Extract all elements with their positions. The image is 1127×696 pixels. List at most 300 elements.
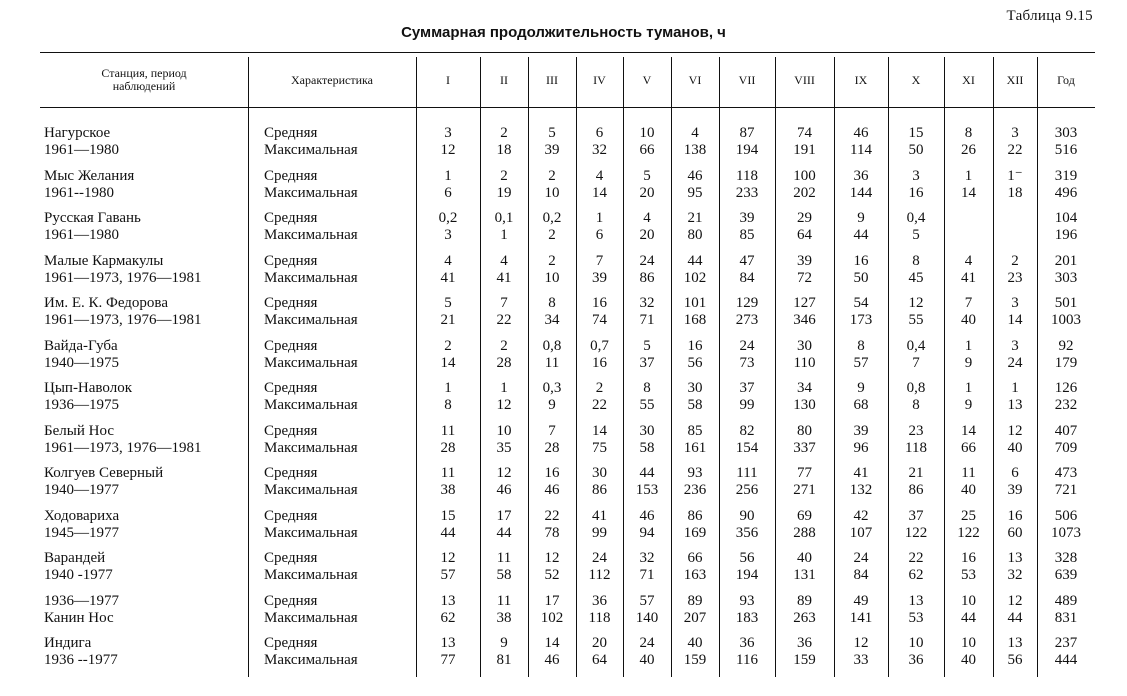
max-value: 1073 [1051,524,1081,541]
max-value: 102 [540,609,564,626]
mean-value: 74 [797,125,812,141]
mean-value: 16 [1007,507,1023,524]
max-value: 40 [961,652,976,668]
mean-value: 34 [797,380,812,396]
mean-value: 2 [444,337,452,354]
max-value: 37 [639,354,655,371]
mean-value: 129 [735,295,759,311]
month-value-cell [993,380,1037,422]
mean-value: 8 [857,337,865,354]
max-value: 39 [1007,482,1023,498]
month-value-cell [775,338,834,380]
max-value: 194 [735,142,759,158]
mean-value: 100 [793,167,816,184]
month-value-cell [528,465,576,507]
month-value-cell [416,593,480,635]
month-value-cell [719,168,775,210]
month-value-cell [993,550,1037,592]
max-value: 73 [739,354,755,371]
mean-value: 85 [687,422,703,439]
mean-value: 126 [1054,380,1078,396]
month-value-cell [480,508,528,550]
month-value-cell [944,508,993,550]
max-value: 233 [735,184,759,201]
table-row [40,593,1095,635]
max-value: 81 [496,652,512,668]
mean-value: 12 [908,295,924,311]
month-value-cell [623,550,671,592]
header-station: Станция, период наблюдений [101,66,187,93]
max-value: 18 [496,142,512,158]
month-value-cell [944,210,993,252]
max-value: 141 [849,609,873,626]
mean-value: 66 [687,550,703,566]
year-value-cell [1037,423,1095,465]
month-value-cell [834,125,888,167]
max-value: 144 [849,184,873,201]
mean-value: 30 [592,465,607,481]
max-value: 57 [440,567,456,583]
mean-value: 57 [639,592,655,609]
month-value-cell [888,168,944,210]
month-value-cell [719,508,775,550]
month-value-cell [775,423,834,465]
max-value: 8 [444,397,452,413]
month-value-cell [944,593,993,635]
month-value-cell [719,635,775,677]
header-month: XII [1006,72,1024,87]
max-value: 516 [1054,142,1078,158]
mean-value: 39 [853,422,869,439]
max-value: 356 [735,524,759,541]
header-month: IX [854,72,868,87]
month-value-cell [671,168,719,210]
mean-value: 40 [687,635,703,651]
mean-value: 5 [444,295,452,311]
month-value-cell [944,125,993,167]
mean-value [993,210,1037,227]
max-value: 110 [793,354,816,371]
month-value-cell [834,423,888,465]
mean-value: 1 [964,167,973,184]
month-value-cell [944,338,993,380]
mean-value: 8 [964,125,973,141]
max-value: 11 [544,354,560,371]
max-value: 46 [544,482,560,498]
month-value-cell [888,423,944,465]
month-value-cell [416,253,480,295]
month-value-cell [834,338,888,380]
mean-value: 328 [1054,550,1078,566]
month-value-cell [576,635,623,677]
station-period: 1961—1973, 1976—1981 [44,439,202,456]
mean-value: 17 [496,507,512,524]
mean-value: 9 [857,380,865,396]
max-value: 50 [853,269,869,286]
mean-value: 86 [687,507,703,524]
header-month: IV [593,72,606,87]
month-value-cell [993,168,1037,210]
max-value: 35 [496,439,512,456]
max-value: 173 [849,312,873,328]
mean-value: 2 [500,337,508,354]
mean-value: 40 [797,550,812,566]
month-value-cell [480,125,528,167]
month-value-cell [623,465,671,507]
max-value: 13 [1007,397,1023,413]
mean-value: 69 [797,507,812,524]
month-value-cell [888,465,944,507]
mean-value: 17 [544,592,560,609]
mean-value: 36 [797,635,812,651]
month-value-cell [834,635,888,677]
characteristic-cell [264,338,414,380]
month-value-cell [671,635,719,677]
max-value: 116 [736,652,758,668]
max-value: 38 [440,482,456,498]
max-value: 183 [735,609,759,626]
max-value: 19 [496,184,512,201]
station-cell [44,168,244,210]
max-value: 28 [496,354,512,371]
mean-value: 36 [739,635,755,651]
year-value-cell [1037,210,1095,252]
month-value-cell [888,593,944,635]
mean-value: 30 [687,380,703,396]
max-value: 66 [639,142,655,158]
month-value-cell [623,295,671,337]
mean-value: 36 [592,592,607,609]
mean-value: 9 [500,635,508,651]
month-value-cell [623,380,671,422]
max-value: 12 [440,142,456,158]
max-value: 14 [961,184,976,201]
max-value: 44 [961,609,976,626]
max-value: 71 [639,312,655,328]
month-value-cell [888,295,944,337]
month-value-cell [528,210,576,252]
month-value-cell [888,253,944,295]
max-value: 32 [1007,567,1023,583]
max-value: 53 [908,609,924,626]
month-value-cell [671,465,719,507]
max-value: 50 [908,142,924,158]
max-value: 271 [793,482,816,498]
mean-value: 32 [639,550,655,566]
table-row [40,508,1095,550]
max-value: 71 [639,567,655,583]
header-month: VIII [794,72,815,87]
month-value-cell [528,593,576,635]
characteristic-mean: Средняя [264,380,318,396]
characteristic-max: Максимальная [264,397,358,413]
station-period: 1936—1975 [44,397,119,413]
month-value-cell [528,635,576,677]
characteristic-max: Максимальная [264,142,358,158]
max-value: 56 [687,354,703,371]
mean-value: 10 [961,592,976,609]
month-value-cell [576,508,623,550]
mean-value: 13 [1007,635,1023,651]
header-month: X [911,72,921,87]
month-value-cell [719,423,775,465]
max-value: 34 [544,312,560,328]
max-value: 40 [961,482,976,498]
mean-value: 319 [1054,167,1078,184]
characteristic-cell [264,465,414,507]
mean-value: 89 [687,592,703,609]
header-month: XI [962,72,975,87]
mean-value: 101 [683,295,707,311]
max-value: 99 [739,397,755,413]
month-value-cell [528,508,576,550]
mean-value: 6 [1011,465,1019,481]
month-value-cell [993,210,1037,252]
station-cell [44,593,244,635]
max-value: 10 [544,269,560,286]
max-value: 118 [905,439,927,456]
mean-value: 5 [643,337,651,354]
month-value-cell [480,423,528,465]
mean-value: 15 [908,125,924,141]
mean-value: 14 [544,635,560,651]
month-value-cell [416,465,480,507]
mean-value: 56 [739,550,755,566]
table-row [40,168,1095,210]
mean-value: 5 [548,125,556,141]
max-value: 46 [544,652,560,668]
station-cell [44,465,244,507]
station-name: 1936—1977 [44,592,119,609]
max-value: 64 [592,652,607,668]
table-number: Таблица 9.15 [1006,8,1093,24]
mean-value: 82 [739,422,755,439]
station-period: 1945—1977 [44,524,119,541]
max-value: 256 [735,482,759,498]
month-value-cell [775,550,834,592]
max-value: 496 [1054,184,1078,201]
max-value [993,227,1037,244]
month-value-cell [834,465,888,507]
max-value: 33 [853,652,869,668]
station-cell [44,508,244,550]
max-value: 232 [1054,397,1078,413]
table-row [40,295,1095,337]
characteristic-mean: Средняя [264,550,318,566]
max-value: 60 [1007,524,1023,541]
max-value: 5 [912,227,920,243]
month-value-cell [993,423,1037,465]
year-value-cell [1037,593,1095,635]
max-value: 14 [1007,312,1023,328]
max-value: 1 [500,227,508,243]
month-value-cell [834,210,888,252]
mean-value: 16 [687,337,703,354]
month-value-cell [834,253,888,295]
mean-value: 2 [500,125,508,141]
mean-value: 14 [592,422,607,439]
max-value: 9 [548,397,556,413]
station-period: 1940—1975 [44,354,119,371]
max-value: 20 [639,227,655,243]
station-cell [44,380,244,422]
month-value-cell [775,593,834,635]
mean-value: 7 [548,422,556,439]
month-value-cell [576,168,623,210]
mean-value: 14 [961,422,976,439]
station-name: Им. Е. К. Федорова [44,295,168,311]
station-cell [44,550,244,592]
mean-value: 46 [853,125,869,141]
month-value-cell [993,635,1037,677]
characteristic-cell [264,168,414,210]
max-value: 24 [1007,354,1023,371]
mean-value: 24 [592,550,607,566]
mean-value: 8 [548,295,556,311]
max-value: 86 [592,482,607,498]
mean-value: 36 [853,167,869,184]
month-value-cell [576,253,623,295]
mean-value: 13 [440,592,456,609]
max-value: 53 [961,567,976,583]
mean-value: 0,8 [542,337,562,354]
year-value-cell [1037,508,1095,550]
mean-value: 92 [1058,337,1074,354]
station-cell [44,338,244,380]
max-value: 191 [793,142,816,158]
max-value: 41 [496,269,512,286]
max-value: 132 [849,482,873,498]
max-value: 38 [496,609,512,626]
mean-value: 407 [1054,422,1078,439]
month-value-cell [416,210,480,252]
mean-value: 93 [687,465,703,481]
month-value-cell [528,550,576,592]
mean-value: 30 [797,337,812,354]
max-value: 57 [853,354,869,371]
mean-value: 25 [961,507,976,524]
station-cell [44,635,244,677]
mean-value: 0,2 [438,210,458,226]
month-value-cell [671,295,719,337]
table-row [40,635,1095,677]
max-value: 709 [1054,439,1078,456]
max-value: 303 [1054,269,1078,286]
mean-value: 32 [639,295,655,311]
max-value: 118 [588,609,611,626]
max-value: 62 [908,567,924,583]
max-value: 163 [683,567,707,583]
station-name: Русская Гавань [44,210,141,226]
mean-value: 29 [797,210,812,226]
mean-value: 111 [736,465,758,481]
max-value: 22 [1007,142,1023,158]
mean-value: 303 [1054,125,1078,141]
characteristic-mean: Средняя [264,507,318,524]
month-value-cell [834,508,888,550]
mean-value: 4 [643,210,651,226]
max-value: 444 [1054,652,1078,668]
header-month: VII [738,72,756,87]
max-value: 12 [496,397,512,413]
max-value: 8 [912,397,920,413]
mean-value: 54 [853,295,869,311]
month-value-cell [416,550,480,592]
max-value: 55 [908,312,924,328]
max-value: 639 [1054,567,1078,583]
station-cell [44,253,244,295]
table-row [40,338,1095,380]
characteristic-max: Максимальная [264,567,358,583]
month-value-cell [528,338,576,380]
mean-value: 24 [639,252,655,269]
station-name: Мыс Желания [44,167,135,184]
max-value: 58 [687,397,703,413]
station-period: 1940—1977 [44,482,119,498]
max-value: 44 [496,524,512,541]
mean-value: 77 [797,465,812,481]
mean-value: 3 [1011,337,1019,354]
characteristic-cell [264,253,414,295]
characteristic-mean: Средняя [264,337,318,354]
month-value-cell [416,168,480,210]
max-value: 196 [1054,227,1078,243]
month-value-cell [416,338,480,380]
max-value: 263 [793,609,816,626]
month-value-cell [944,295,993,337]
characteristic-max: Максимальная [264,652,358,668]
max-value: 77 [440,652,456,668]
mean-value: 1 [964,337,973,354]
mean-value: 4 [691,125,699,141]
characteristic-max: Максимальная [264,184,358,201]
month-value-cell [576,295,623,337]
mean-value: 11 [440,422,456,439]
month-value-cell [480,593,528,635]
max-value: 21 [440,312,456,328]
characteristic-mean: Средняя [264,465,318,481]
mean-value: 47 [739,252,755,269]
mean-value: 2 [500,167,508,184]
mean-value: 8 [912,252,920,269]
month-value-cell [944,380,993,422]
month-value-cell [671,380,719,422]
mean-value: 4 [595,167,604,184]
month-value-cell [944,465,993,507]
max-value: 99 [592,524,607,541]
month-value-cell [480,210,528,252]
station-period: 1961—1980 [44,142,119,158]
year-value-cell [1037,253,1095,295]
mean-value: 12 [1007,592,1023,609]
max-value: 44 [440,524,456,541]
max-value: 84 [739,269,755,286]
max-value: 168 [683,312,707,328]
max-value: 2 [548,227,556,243]
month-value-cell [719,210,775,252]
characteristic-cell [264,423,414,465]
mean-value: 21 [908,465,924,481]
mean-value: 80 [797,422,812,439]
max-value: 114 [850,142,872,158]
table-title: Суммарная продолжительность туманов, ч [401,24,726,41]
max-value: 26 [961,142,976,158]
month-value-cell [944,168,993,210]
mean-value: 0,8 [906,380,926,396]
month-value-cell [528,423,576,465]
month-value-cell [834,168,888,210]
station-period: 1961—1973, 1976—1981 [44,312,202,328]
